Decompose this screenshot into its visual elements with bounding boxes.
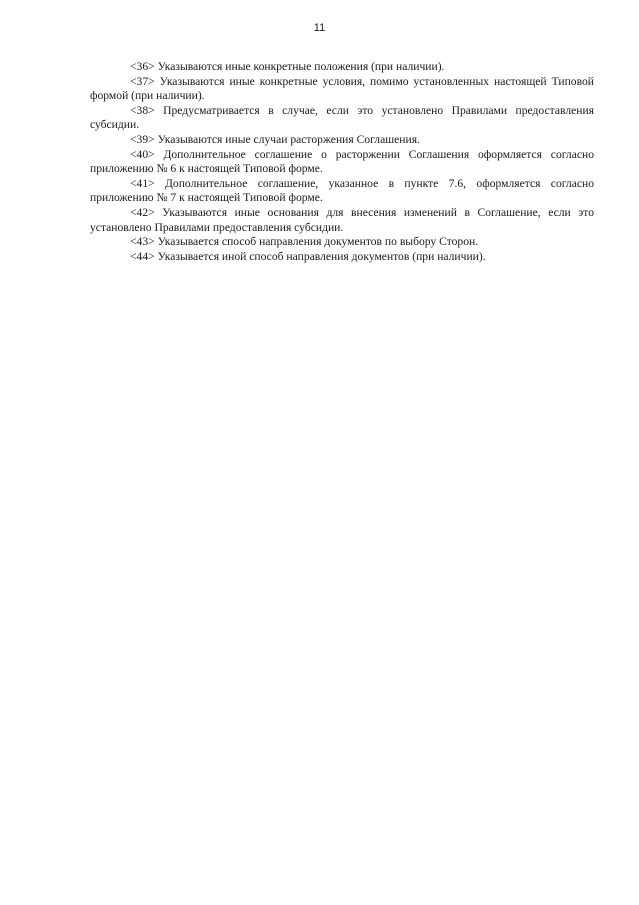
footnotes-list <box>90 60 594 264</box>
footnote-42: <42> Указываются иные основания для внесения изменений в Соглашение, если это установлено Правилами предоставления субсидии. <box>90 205 594 234</box>
footnote-38: <38> Предусматривается в случае, если это установлено Правилами предоставления субсидии. <box>90 103 594 132</box>
footnote-41: <41> Дополнительное соглашение, указанное в пункте 7.6, оформляется согласно приложению № 7 к настоящей Типовой форме. <box>90 176 594 205</box>
footnote-40: <40> Дополнительное соглашение о расторжении Соглашения оформляется согласно приложению № 6 к настоящей Типовой форме. <box>90 147 594 176</box>
footnote-44: <44> Указывается иной способ направления документов (при наличии). <box>130 249 486 263</box>
footnote-43: <43> Указывается способ направления документов по выбору Сторон. <box>130 235 479 249</box>
page-number: 11 <box>313 22 326 34</box>
footnote-39: <39> Указываются иные случаи расторжения Соглашения. <box>130 132 420 146</box>
footnote-37: <37> Указываются иные конкретные условия, помимо установленных настоящей Типовой формой (при наличии). <box>90 74 594 103</box>
footnote-36: <36> Указываются иные конкретные положения (при наличии). <box>130 60 445 73</box>
